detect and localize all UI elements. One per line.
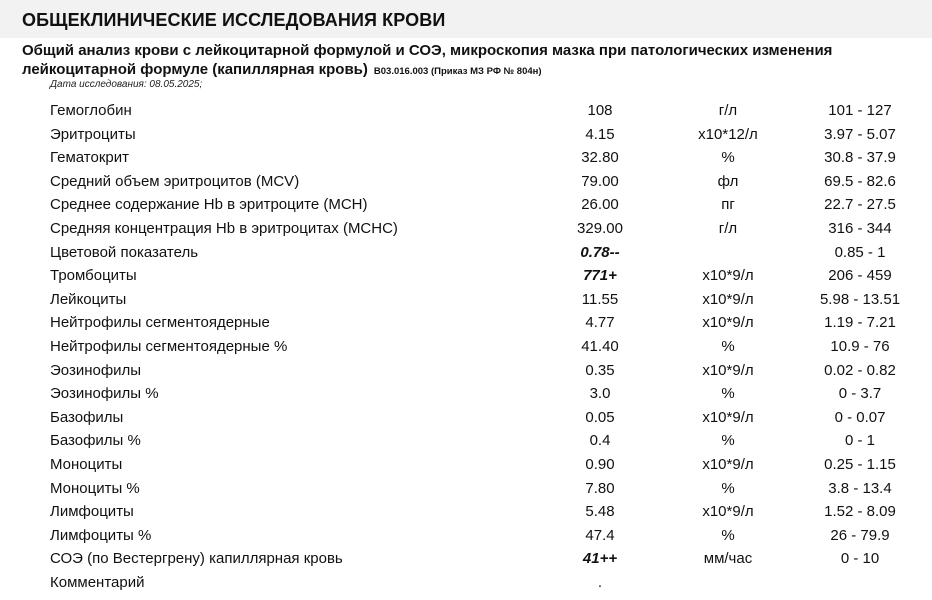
result-row (0, 524, 932, 548)
result-name: Лимфоциты (50, 503, 134, 521)
result-reference: 101 - 127 (828, 102, 892, 119)
result-reference: 22.7 - 27.5 (824, 196, 896, 214)
result-name: Комментарий (50, 573, 145, 591)
result-value: 0.90 (585, 455, 615, 473)
result-reference: 5.98 - 13.51 (819, 290, 901, 308)
result-unit: мм/час (703, 550, 753, 568)
result-reference: 206 - 459 (828, 267, 892, 285)
result-unit: пг (721, 196, 735, 214)
result-name: Эритроциты (50, 125, 136, 143)
result-row (0, 193, 932, 217)
result-value: 771+ (583, 267, 617, 285)
result-row (0, 146, 932, 170)
result-name: Моноциты % (50, 479, 140, 497)
result-row (0, 217, 932, 241)
result-reference: 1.19 - 7.21 (824, 314, 896, 332)
result-reference: 0.85 - 1 (834, 243, 886, 261)
result-unit: г/л (718, 102, 738, 119)
result-name: Среднее содержание Hb в эритроците (MCH) (50, 196, 368, 214)
section-title: ОБЩЕКЛИНИЧЕСКИЕ ИССЛЕДОВАНИЯ КРОВИ (22, 10, 446, 30)
result-reference: 1.52 - 8.09 (824, 503, 896, 521)
result-name: Эозинофилы % (50, 385, 159, 403)
result-row (0, 264, 932, 288)
result-row (0, 406, 932, 430)
result-name: Моноциты (50, 455, 123, 473)
result-unit: % (721, 149, 735, 167)
result-unit: x10*9/л (702, 408, 754, 426)
result-reference: 0.25 - 1.15 (824, 455, 896, 473)
result-reference: 0 - 0.07 (834, 408, 886, 426)
result-name: Базофилы % (50, 432, 141, 450)
result-name: Базофилы (50, 408, 124, 426)
result-unit: % (721, 337, 735, 355)
result-value: . (597, 573, 603, 591)
result-row (0, 382, 932, 406)
result-name: Средняя концентрация Hb в эритроцитах (MCHC) (50, 219, 398, 237)
result-unit: % (721, 526, 735, 544)
result-name: Цветовой показатель (50, 243, 199, 261)
result-row (0, 477, 932, 501)
result-value: 47.4 (585, 526, 615, 544)
test-title-text: Общий анализ крови с лейкоцитарной формулой и СОЭ, микроскопия мазка при патологических изменения лейкоцитарной формуле (капиллярная кровь) (22, 42, 833, 78)
result-value: 3.0 (589, 385, 611, 403)
result-reference: 69.5 - 82.6 (824, 172, 896, 190)
result-row (0, 311, 932, 335)
result-name: СОЭ (по Вестергрену) капиллярная кровь (50, 550, 343, 568)
result-unit: % (721, 385, 735, 403)
test-code: B03.016.003 (Приказ МЗ РФ № 804н) (373, 66, 542, 77)
result-row (0, 547, 932, 571)
result-unit: x10*9/л (702, 314, 754, 332)
result-value: 4.15 (585, 125, 615, 143)
result-unit: фл (717, 172, 739, 190)
result-value: 0.4 (589, 432, 611, 450)
result-unit: г/л (718, 219, 738, 237)
result-row (0, 288, 932, 312)
result-row (0, 170, 932, 194)
result-name: Гематокрит (50, 149, 129, 167)
result-row (0, 571, 932, 595)
results-table (0, 99, 932, 594)
result-reference: 3.8 - 13.4 (828, 479, 892, 497)
result-value: 0.78-- (580, 243, 620, 261)
result-reference: 3.97 - 5.07 (824, 125, 896, 143)
result-reference: 26 - 79.9 (830, 526, 890, 544)
result-row (0, 429, 932, 453)
result-name: Нейтрофилы сегментоядерные (50, 314, 270, 332)
result-row (0, 335, 932, 359)
result-value: 7.80 (585, 479, 615, 497)
result-name: Эозинофилы (50, 361, 142, 379)
result-value: 41++ (582, 550, 618, 568)
study-date: Дата исследования: 08.05.2025; (50, 79, 203, 90)
result-value: 5.48 (585, 503, 615, 521)
result-name: Тромбоциты (50, 267, 137, 285)
result-row (0, 99, 932, 123)
result-value: 32.80 (581, 149, 619, 167)
result-reference: 0 - 3.7 (838, 385, 882, 403)
result-unit: % (721, 432, 735, 450)
result-name: Нейтрофилы сегментоядерные % (50, 337, 288, 355)
result-value: 108 (587, 102, 613, 119)
result-value: 11.55 (581, 290, 619, 308)
result-value: 329.00 (577, 219, 623, 237)
result-unit: % (721, 479, 735, 497)
result-reference: 0 - 1 (844, 432, 875, 450)
result-name: Лимфоциты % (50, 526, 152, 544)
result-name: Гемоглобин (50, 102, 132, 119)
result-row (0, 359, 932, 383)
result-row (0, 241, 932, 265)
result-unit: x10*9/л (702, 267, 754, 285)
result-unit: x10*9/л (702, 455, 754, 473)
result-reference: 10.9 - 76 (830, 337, 890, 355)
result-value: 4.77 (585, 314, 615, 332)
result-name: Лейкоциты (50, 290, 127, 308)
result-value: 41.40 (581, 337, 619, 355)
result-value: 26.00 (581, 196, 619, 214)
result-value: 79.00 (581, 172, 619, 190)
result-reference: 0 - 10 (840, 550, 880, 568)
result-row (0, 453, 932, 477)
result-row (0, 123, 932, 147)
result-name: Средний объем эритроцитов (MCV) (50, 172, 300, 190)
result-value: 0.05 (585, 408, 615, 426)
result-reference: 0.02 - 0.82 (824, 361, 896, 379)
result-unit: x10*9/л (702, 503, 754, 521)
result-unit: x10*12/л (698, 125, 758, 143)
result-reference: 316 - 344 (828, 219, 892, 237)
result-unit: x10*9/л (702, 290, 754, 308)
result-value: 0.35 (585, 361, 615, 379)
result-unit: x10*9/л (702, 361, 754, 379)
test-title (22, 41, 927, 81)
result-row (0, 500, 932, 524)
result-reference: 30.8 - 37.9 (824, 149, 896, 167)
